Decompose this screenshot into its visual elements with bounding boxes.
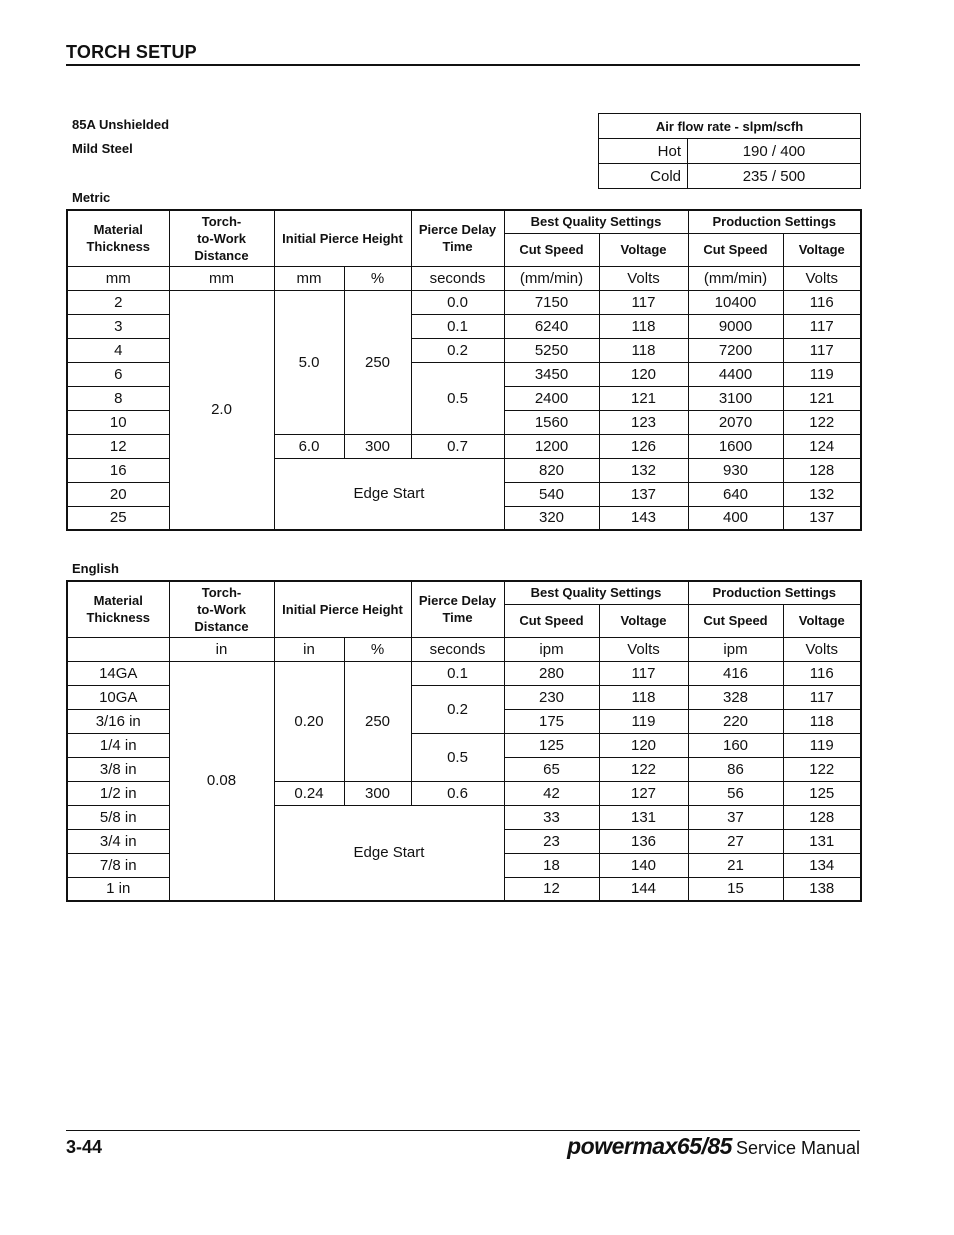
best-voltage-cell: 120 xyxy=(599,362,688,386)
unit-cell: in xyxy=(274,637,344,661)
table-row xyxy=(67,661,861,685)
thickness-cell: 14GA xyxy=(67,661,169,685)
best-cut-speed-cell: 125 xyxy=(504,733,599,757)
header-voltage: Voltage xyxy=(599,604,688,637)
pierce-delay-cell: 0.1 xyxy=(411,661,504,685)
best-voltage-cell: 117 xyxy=(599,290,688,314)
thickness-cell: 16 xyxy=(67,458,169,482)
prod-cut-speed-cell: 10400 xyxy=(688,290,783,314)
pierce-delay-cell: 0.1 xyxy=(411,314,504,338)
best-cut-speed-cell: 7150 xyxy=(504,290,599,314)
best-cut-speed-cell: 65 xyxy=(504,757,599,781)
process-current-label: 85A Unshielded xyxy=(72,117,170,132)
header-material-thickness: Material Thickness xyxy=(67,210,169,266)
prod-voltage-cell: 122 xyxy=(783,410,861,434)
unit-cell: Volts xyxy=(783,266,861,290)
unit-cell: mm xyxy=(169,266,274,290)
best-cut-speed-cell: 2400 xyxy=(504,386,599,410)
unit-cell: Volts xyxy=(599,637,688,661)
prod-cut-speed-cell: 640 xyxy=(688,482,783,506)
thickness-cell: 3/16 in xyxy=(67,709,169,733)
prod-voltage-cell: 118 xyxy=(783,709,861,733)
best-voltage-cell: 127 xyxy=(599,781,688,805)
prod-voltage-cell: 119 xyxy=(783,362,861,386)
table-row xyxy=(67,290,861,314)
unit-cell: Volts xyxy=(599,266,688,290)
unit-cell: seconds xyxy=(411,637,504,661)
best-cut-speed-cell: 320 xyxy=(504,506,599,530)
thickness-cell: 20 xyxy=(67,482,169,506)
edge-start-cell: Edge Start xyxy=(274,458,504,530)
header-initial-pierce-height: Initial Pierce Height xyxy=(274,210,411,266)
airflow-label: Hot xyxy=(599,139,688,164)
best-cut-speed-cell: 18 xyxy=(504,853,599,877)
airflow-table xyxy=(598,113,861,189)
thickness-cell: 1/2 in xyxy=(67,781,169,805)
thickness-cell: 1/4 in xyxy=(67,733,169,757)
best-cut-speed-cell: 33 xyxy=(504,805,599,829)
best-cut-speed-cell: 820 xyxy=(504,458,599,482)
best-voltage-cell: 143 xyxy=(599,506,688,530)
pierce-delay-cell: 0.6 xyxy=(411,781,504,805)
pierce-delay-cell: 0.2 xyxy=(411,685,504,733)
best-voltage-cell: 131 xyxy=(599,805,688,829)
best-cut-speed-cell: 12 xyxy=(504,877,599,901)
prod-voltage-cell: 117 xyxy=(783,685,861,709)
airflow-value: 235 / 500 xyxy=(688,164,861,189)
torch-to-work-cell: 2.0 xyxy=(169,290,274,530)
section-title: TORCH SETUP xyxy=(66,42,197,62)
best-cut-speed-cell: 1200 xyxy=(504,434,599,458)
thickness-cell: 10GA xyxy=(67,685,169,709)
best-cut-speed-cell: 175 xyxy=(504,709,599,733)
best-voltage-cell: 117 xyxy=(599,661,688,685)
footer-rule xyxy=(66,1130,860,1131)
best-voltage-cell: 123 xyxy=(599,410,688,434)
prod-cut-speed-cell: 2070 xyxy=(688,410,783,434)
best-voltage-cell: 122 xyxy=(599,757,688,781)
header-cut-speed: Cut Speed xyxy=(688,233,783,266)
thickness-cell: 5/8 in xyxy=(67,805,169,829)
pierce-height-cell: 0.24 xyxy=(274,781,344,805)
prod-voltage-cell: 125 xyxy=(783,781,861,805)
best-voltage-cell: 136 xyxy=(599,829,688,853)
best-voltage-cell: 118 xyxy=(599,314,688,338)
prod-voltage-cell: 119 xyxy=(783,733,861,757)
header-production-settings: Production Settings xyxy=(688,210,861,233)
prod-cut-speed-cell: 15 xyxy=(688,877,783,901)
prod-voltage-cell: 137 xyxy=(783,506,861,530)
unit-cell: Volts xyxy=(783,637,861,661)
pierce-height-percent-cell: 300 xyxy=(344,434,411,458)
prod-cut-speed-cell: 37 xyxy=(688,805,783,829)
best-voltage-cell: 144 xyxy=(599,877,688,901)
prod-cut-speed-cell: 86 xyxy=(688,757,783,781)
best-voltage-cell: 118 xyxy=(599,338,688,362)
header-cut-speed: Cut Speed xyxy=(688,604,783,637)
airflow-row-cold xyxy=(599,164,861,189)
thickness-cell: 3 xyxy=(67,314,169,338)
pierce-height-cell: 0.20 xyxy=(274,661,344,781)
prod-cut-speed-cell: 930 xyxy=(688,458,783,482)
process-material-label: Mild Steel xyxy=(72,141,133,156)
prod-cut-speed-cell: 4400 xyxy=(688,362,783,386)
units-row xyxy=(67,266,861,290)
best-voltage-cell: 121 xyxy=(599,386,688,410)
pierce-height-percent-cell: 250 xyxy=(344,661,411,781)
best-cut-speed-cell: 6240 xyxy=(504,314,599,338)
prod-cut-speed-cell: 21 xyxy=(688,853,783,877)
thickness-cell: 6 xyxy=(67,362,169,386)
prod-cut-speed-cell: 160 xyxy=(688,733,783,757)
thickness-cell: 1 in xyxy=(67,877,169,901)
unit-cell xyxy=(67,637,169,661)
prod-cut-speed-cell: 400 xyxy=(688,506,783,530)
english-label: English xyxy=(72,561,119,576)
metric-label: Metric xyxy=(72,190,111,205)
unit-cell: (mm/min) xyxy=(688,266,783,290)
header-rule xyxy=(66,64,860,66)
best-cut-speed-cell: 280 xyxy=(504,661,599,685)
prod-cut-speed-cell: 416 xyxy=(688,661,783,685)
unit-cell: ipm xyxy=(504,637,599,661)
best-voltage-cell: 118 xyxy=(599,685,688,709)
header-best-quality-settings: Best Quality Settings xyxy=(504,581,688,604)
thickness-cell: 7/8 in xyxy=(67,853,169,877)
pierce-delay-cell: 0.7 xyxy=(411,434,504,458)
header-initial-pierce-height: Initial Pierce Height xyxy=(274,581,411,637)
pierce-delay-cell: 0.0 xyxy=(411,290,504,314)
thickness-cell: 25 xyxy=(67,506,169,530)
pierce-delay-cell: 0.5 xyxy=(411,733,504,781)
prod-voltage-cell: 128 xyxy=(783,458,861,482)
header-voltage: Voltage xyxy=(783,604,861,637)
best-cut-speed-cell: 230 xyxy=(504,685,599,709)
header-pierce-delay-time: Pierce Delay Time xyxy=(411,581,504,637)
best-voltage-cell: 119 xyxy=(599,709,688,733)
thickness-cell: 3/8 in xyxy=(67,757,169,781)
best-cut-speed-cell: 3450 xyxy=(504,362,599,386)
best-voltage-cell: 126 xyxy=(599,434,688,458)
english-cut-chart-table xyxy=(66,580,862,902)
pierce-height-percent-cell: 250 xyxy=(344,290,411,434)
pierce-height-cell: 5.0 xyxy=(274,290,344,434)
prod-voltage-cell: 121 xyxy=(783,386,861,410)
units-row xyxy=(67,637,861,661)
unit-cell: seconds xyxy=(411,266,504,290)
prod-voltage-cell: 124 xyxy=(783,434,861,458)
unit-cell: (mm/min) xyxy=(504,266,599,290)
unit-cell: in xyxy=(169,637,274,661)
unit-cell: mm xyxy=(274,266,344,290)
pierce-delay-cell: 0.5 xyxy=(411,362,504,434)
thickness-cell: 10 xyxy=(67,410,169,434)
best-cut-speed-cell: 5250 xyxy=(504,338,599,362)
prod-cut-speed-cell: 3100 xyxy=(688,386,783,410)
torch-to-work-cell: 0.08 xyxy=(169,661,274,901)
prod-cut-speed-cell: 220 xyxy=(688,709,783,733)
thickness-cell: 4 xyxy=(67,338,169,362)
unit-cell: ipm xyxy=(688,637,783,661)
page-number: 3-44 xyxy=(66,1137,103,1157)
prod-voltage-cell: 131 xyxy=(783,829,861,853)
best-voltage-cell: 137 xyxy=(599,482,688,506)
footer-brand xyxy=(567,1133,860,1160)
pierce-height-cell: 6.0 xyxy=(274,434,344,458)
brand-logo: powermax65/85 xyxy=(567,1133,732,1159)
header-torch-to-work-distance: Torch- to-Work Distance xyxy=(169,210,274,266)
header-voltage: Voltage xyxy=(783,233,861,266)
prod-cut-speed-cell: 1600 xyxy=(688,434,783,458)
prod-voltage-cell: 117 xyxy=(783,314,861,338)
prod-voltage-cell: 132 xyxy=(783,482,861,506)
thickness-cell: 12 xyxy=(67,434,169,458)
airflow-header: Air flow rate - slpm/scfh xyxy=(599,114,861,139)
unit-cell: mm xyxy=(67,266,169,290)
airflow-row-hot xyxy=(599,139,861,164)
prod-voltage-cell: 116 xyxy=(783,290,861,314)
header-cut-speed: Cut Speed xyxy=(504,604,599,637)
unit-cell: % xyxy=(344,266,411,290)
best-voltage-cell: 132 xyxy=(599,458,688,482)
edge-start-cell: Edge Start xyxy=(274,805,504,901)
header-production-settings: Production Settings xyxy=(688,581,861,604)
header-best-quality-settings: Best Quality Settings xyxy=(504,210,688,233)
prod-cut-speed-cell: 328 xyxy=(688,685,783,709)
airflow-label: Cold xyxy=(599,164,688,189)
best-cut-speed-cell: 23 xyxy=(504,829,599,853)
manual-title: Service Manual xyxy=(735,1138,860,1158)
prod-cut-speed-cell: 27 xyxy=(688,829,783,853)
thickness-cell: 3/4 in xyxy=(67,829,169,853)
prod-voltage-cell: 117 xyxy=(783,338,861,362)
header-torch-to-work-distance: Torch- to-Work Distance xyxy=(169,581,274,637)
best-cut-speed-cell: 540 xyxy=(504,482,599,506)
best-cut-speed-cell: 42 xyxy=(504,781,599,805)
header-voltage: Voltage xyxy=(599,233,688,266)
pierce-delay-cell: 0.2 xyxy=(411,338,504,362)
prod-cut-speed-cell: 56 xyxy=(688,781,783,805)
unit-cell: % xyxy=(344,637,411,661)
best-voltage-cell: 120 xyxy=(599,733,688,757)
prod-voltage-cell: 128 xyxy=(783,805,861,829)
prod-voltage-cell: 122 xyxy=(783,757,861,781)
airflow-value: 190 / 400 xyxy=(688,139,861,164)
header-material-thickness: Material Thickness xyxy=(67,581,169,637)
metric-cut-chart-table xyxy=(66,209,862,531)
prod-voltage-cell: 134 xyxy=(783,853,861,877)
header-pierce-delay-time: Pierce Delay Time xyxy=(411,210,504,266)
prod-cut-speed-cell: 9000 xyxy=(688,314,783,338)
best-voltage-cell: 140 xyxy=(599,853,688,877)
pierce-height-percent-cell: 300 xyxy=(344,781,411,805)
best-cut-speed-cell: 1560 xyxy=(504,410,599,434)
thickness-cell: 2 xyxy=(67,290,169,314)
prod-voltage-cell: 138 xyxy=(783,877,861,901)
prod-cut-speed-cell: 7200 xyxy=(688,338,783,362)
header-cut-speed: Cut Speed xyxy=(504,233,599,266)
prod-voltage-cell: 116 xyxy=(783,661,861,685)
thickness-cell: 8 xyxy=(67,386,169,410)
